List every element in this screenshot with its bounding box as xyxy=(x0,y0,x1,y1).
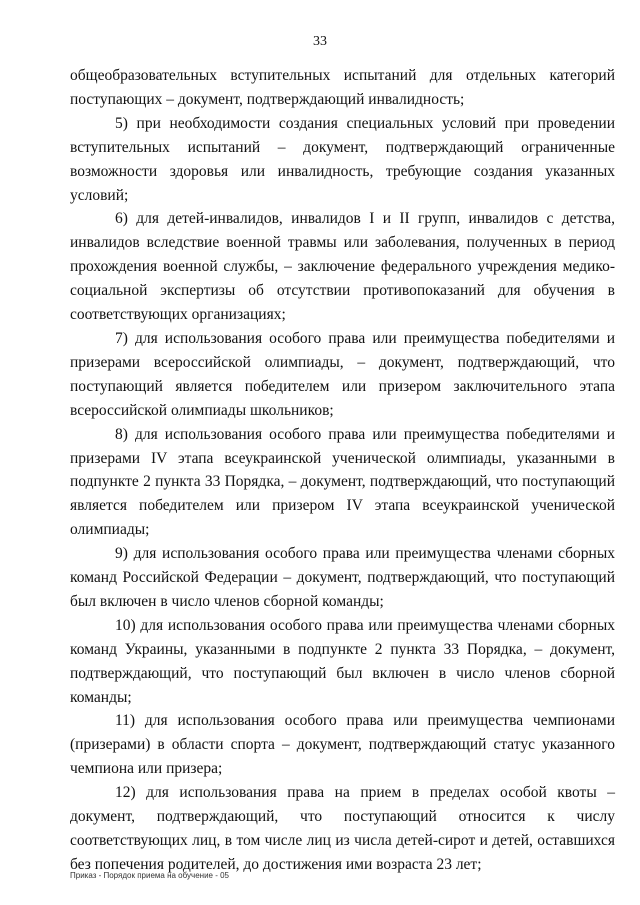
paragraph-item-12: 12) для использования права на прием в пределах особой квоты – документ, подтверждающий, что поступающий относится к числу соответствующих лиц, в том числе лиц из числа детей-сирот и детей, оставшихся без попечения родителей, до достижения ими возраста 23 лет; xyxy=(70,784,615,873)
paragraph-continuation: общеобразовательных вступительных испытаний для отдельных категорий поступающих – документ, подтверждающий инвалидность; xyxy=(70,67,615,108)
paragraph-item-8: 8) для использования особого права или преимущества победителями и призерами IV этапа всеукраинской ученической олимпиады, указанными в подпункте 2 пункта 33 Порядка, – документ, подтверждающий, что поступающий является победителем или призером IV этапа всеукраинской ученической олимпиады; xyxy=(70,425,615,539)
paragraph-item-11: 11) для использования особого права или преимущества чемпионами (призерами) в области спорта – документ, подтверждающий статус указанного чемпиона или призера; xyxy=(70,712,615,778)
paragraph-item-5: 5) при необходимости создания специальных условий при проведении вступительных испытаний – документ, подтверждающий ограниченные возможности здоровья или инвалидность, требующие создания указанных условий; xyxy=(70,114,615,204)
footer-document-name: Приказ - Порядок приема на обучение - 05 xyxy=(70,871,229,880)
page-number: 33 xyxy=(313,34,327,49)
paragraph-item-10: 10) для использования особого права или преимущества членами сборных команд Украины, указанными в подпункте 2 пункта 33 Порядка, – документ, подтверждающий, что поступающий был включен в число членов сборной команды; xyxy=(70,616,615,706)
paragraph-item-9: 9) для использования особого права или преимущества членами сборных команд Российской Федерации – документ, подтверждающий, что поступающий был включен в число членов сборной команды; xyxy=(70,545,615,610)
paragraph-item-7: 7) для использования особого права или преимущества победителями и призерами всероссийской олимпиады, – документ, подтверждающий, что поступающий является победителем или призером заключительного этапа всероссийской олимпиады школьников; xyxy=(70,329,615,419)
document-body xyxy=(70,64,615,877)
paragraph-item-6: 6) для детей-инвалидов, инвалидов I и II групп, инвалидов с детства, инвалидов вследствие военной травмы или заболевания, полученных в период прохождения военной службы, – заключение федерального учреждения медико-социальной экспертизы об отсутствии противопоказаний для обучения в соответствующих организациях; xyxy=(70,210,615,324)
